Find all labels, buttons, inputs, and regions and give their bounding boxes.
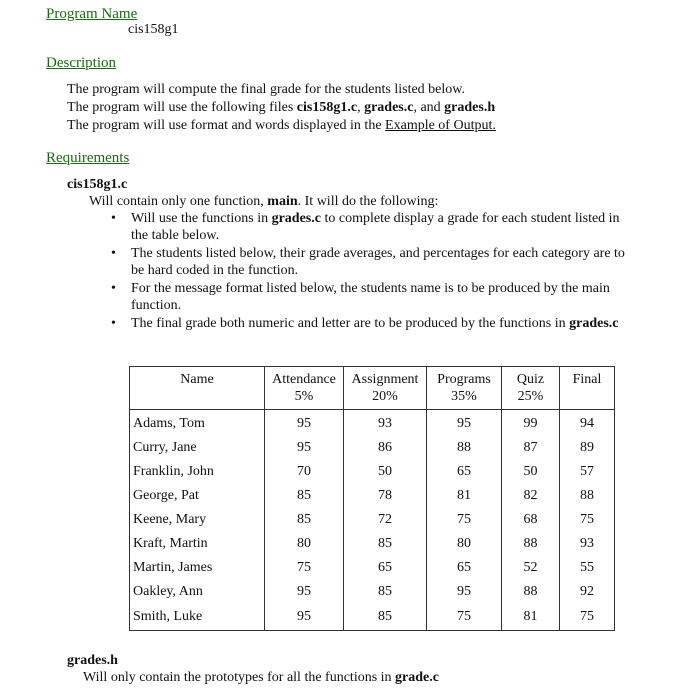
header-weight: 20% <box>372 389 398 404</box>
attendance-cell: 80 <box>265 532 344 556</box>
file-name-cis158g1: cis158g1.c <box>296 100 358 115</box>
header-label: Assignment <box>351 372 419 387</box>
attendance-cell: 95 <box>265 580 344 604</box>
table-row <box>130 532 615 556</box>
table-row <box>130 508 615 532</box>
bullet-icon: • <box>111 211 116 226</box>
assignment-cell: 85 <box>344 604 427 631</box>
program-name-value: cis158g1 <box>128 22 179 37</box>
description-line-2 <box>67 99 495 117</box>
bullet-bold-text: grades.c <box>271 211 321 226</box>
bullet-icon: • <box>111 246 116 261</box>
quiz-cell: 81 <box>502 604 560 631</box>
bullet-suffix: to complete display a grade for each student listed in the table below. <box>131 211 620 243</box>
table-row <box>130 410 615 437</box>
quiz-cell: 68 <box>502 508 560 532</box>
programs-cell: 95 <box>427 410 502 437</box>
header-label: Programs <box>437 372 491 387</box>
programs-cell: 88 <box>427 436 502 460</box>
assignment-cell: 72 <box>344 508 427 532</box>
assignment-cell: 65 <box>344 556 427 580</box>
student-grade-table <box>129 366 615 631</box>
final-cell: 92 <box>560 580 615 604</box>
requirement-file-title-grades-h: grades.h <box>67 653 118 668</box>
table-row <box>130 580 615 604</box>
student-name-cell: Martin, James <box>130 556 265 580</box>
programs-cell: 75 <box>427 604 502 631</box>
quiz-cell: 99 <box>502 410 560 437</box>
assignment-cell: 86 <box>344 436 427 460</box>
intro-suffix: . It will do the following: <box>297 194 439 209</box>
program-name-heading: Program Name <box>46 6 138 22</box>
student-name-cell: Franklin, John <box>130 460 265 484</box>
attendance-cell: 85 <box>265 508 344 532</box>
assignment-cell: 93 <box>344 410 427 437</box>
programs-cell: 65 <box>427 460 502 484</box>
final-cell: 89 <box>560 436 615 460</box>
assignment-cell: 50 <box>344 460 427 484</box>
requirements-bullet-list <box>111 210 631 333</box>
description-line-3 <box>67 117 496 135</box>
header-weight: 35% <box>451 389 477 404</box>
requirements-heading: Requirements <box>46 150 130 166</box>
quiz-cell: 82 <box>502 484 560 508</box>
student-name-cell: Oakley, Ann <box>130 580 265 604</box>
file-name-grades-c: grades.c <box>364 100 414 115</box>
quiz-cell: 50 <box>502 460 560 484</box>
student-name-cell: Keene, Mary <box>130 508 265 532</box>
header-quiz <box>502 367 560 410</box>
requirement-file-title-cis158g1: cis158g1.c <box>67 177 128 192</box>
table-row <box>130 436 615 460</box>
final-cell: 88 <box>560 484 615 508</box>
student-name-cell: Kraft, Martin <box>130 532 265 556</box>
attendance-cell: 75 <box>265 556 344 580</box>
description-heading: Description <box>46 55 116 71</box>
description-line-3-text: The program will use format and words displayed in the <box>67 118 386 133</box>
requirement-bullet <box>111 280 631 314</box>
programs-cell: 75 <box>427 508 502 532</box>
quiz-cell: 52 <box>502 556 560 580</box>
table-header-row <box>130 367 615 410</box>
assignment-cell: 85 <box>344 532 427 556</box>
separator: , and <box>413 100 445 115</box>
header-label: Name <box>180 372 214 387</box>
student-name-cell: Smith, Luke <box>130 604 265 631</box>
separator: , <box>357 100 365 115</box>
requirement-file-intro <box>89 193 438 211</box>
header-weight: 25% <box>517 389 544 404</box>
header-attendance <box>265 367 344 410</box>
attendance-cell: 95 <box>265 410 344 437</box>
final-cell: 75 <box>560 604 615 631</box>
final-cell: 93 <box>560 532 615 556</box>
requirement-bullet <box>111 245 631 279</box>
header-final <box>560 367 615 410</box>
table-row <box>130 484 615 508</box>
header-label: Attendance <box>272 372 336 387</box>
programs-cell: 65 <box>427 556 502 580</box>
bullet-icon: • <box>111 281 116 296</box>
requirement-file-grades-h-text <box>83 669 439 687</box>
bullet-icon: • <box>111 316 116 331</box>
requirement-bullet <box>111 210 631 244</box>
quiz-cell: 87 <box>502 436 560 460</box>
header-assignment <box>344 367 427 410</box>
programs-cell: 81 <box>427 484 502 508</box>
header-weight: 5% <box>294 389 314 404</box>
assignment-cell: 78 <box>344 484 427 508</box>
student-name-cell: Curry, Jane <box>130 436 265 460</box>
programs-cell: 95 <box>427 580 502 604</box>
description-line-2-text: The program will use the following files <box>67 100 297 115</box>
final-cell: 75 <box>560 508 615 532</box>
attendance-cell: 95 <box>265 436 344 460</box>
attendance-cell: 85 <box>265 484 344 508</box>
file-name-grades-h: grades.h <box>444 100 496 115</box>
intro-text: Will contain only one function, <box>89 194 268 209</box>
final-cell: 55 <box>560 556 615 580</box>
requirement-bullet <box>111 315 631 332</box>
quiz-cell: 88 <box>502 580 560 604</box>
quiz-cell: 88 <box>502 532 560 556</box>
bullet-bold-text: grades.c <box>569 316 619 331</box>
header-label: Final <box>572 372 602 387</box>
header-programs <box>427 367 502 410</box>
table-row <box>130 460 615 484</box>
bullet-text: Will use the functions in <box>131 211 272 226</box>
assignment-cell: 85 <box>344 580 427 604</box>
attendance-cell: 70 <box>265 460 344 484</box>
bullet-text: For the message format listed below, the students name is to be produced by the main function. <box>131 281 610 313</box>
description-line-1: The program will compute the final grade for the students listed below. <box>67 82 465 97</box>
bullet-text: The students listed below, their grade averages, and percentages for each category are to be hard coded in the function. <box>131 246 625 278</box>
table-row <box>130 556 615 580</box>
function-name-main: main <box>267 194 298 209</box>
final-cell: 57 <box>560 460 615 484</box>
bullet-text: The final grade both numeric and letter are to be produced by the functions in <box>131 316 570 331</box>
table-row <box>130 604 615 631</box>
attendance-cell: 95 <box>265 604 344 631</box>
file-name-grade-c: grade.c <box>395 670 439 685</box>
programs-cell: 80 <box>427 532 502 556</box>
grades-h-text: Will only contain the prototypes for all the functions in <box>83 670 396 685</box>
final-cell: 94 <box>560 410 615 437</box>
header-label: Quiz <box>516 372 545 387</box>
example-of-output-link[interactable]: Example of Output. <box>385 118 496 133</box>
student-name-cell: George, Pat <box>130 484 265 508</box>
header-name <box>130 367 265 410</box>
student-name-cell: Adams, Tom <box>130 410 265 437</box>
